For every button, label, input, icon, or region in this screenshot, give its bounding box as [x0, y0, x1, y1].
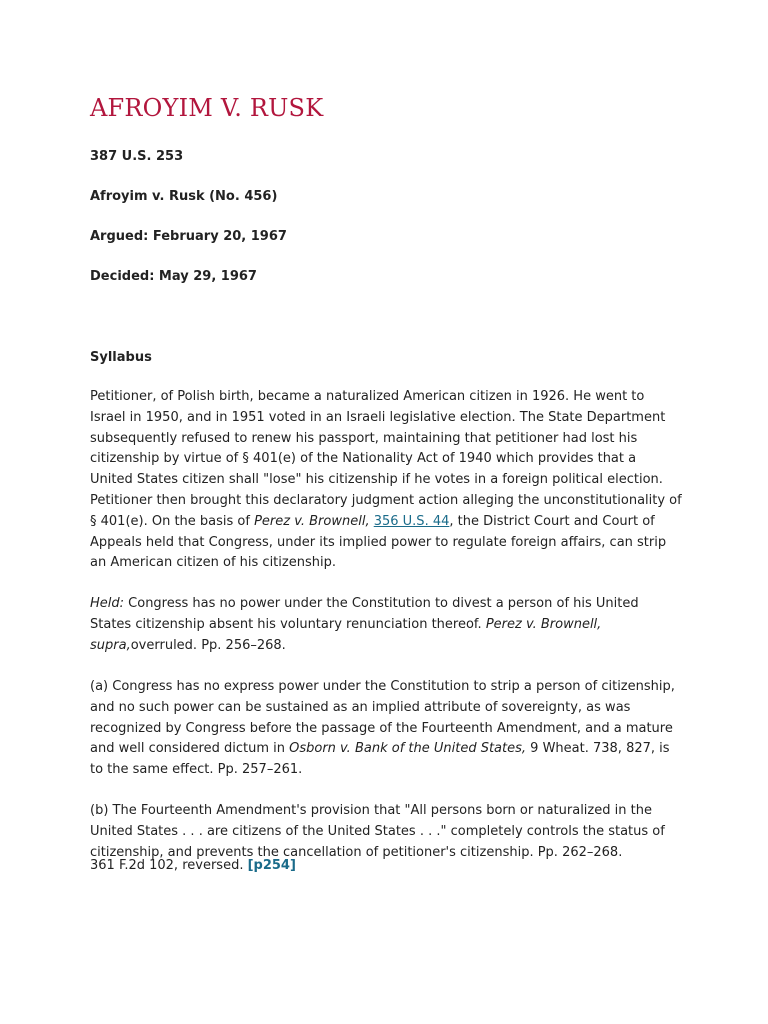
argued-date: Argued: February 20, 1967	[90, 229, 287, 244]
syllabus-heading: Syllabus	[90, 350, 152, 365]
case-name-osborn: Osborn v. Bank of the United States,	[289, 741, 527, 757]
held-text-b: overruled. Pp. 256–268.	[130, 637, 286, 653]
point-b-text: (b) The Fourteenth Amendment's provision that "All persons born or naturalized in the United States . . . are citizens of the United States . . ." completely controls the status of citizenship, and prevents the cancellation of petitioner's citizenship. Pp. 262–268.	[90, 803, 665, 860]
held-label: Held:	[90, 596, 125, 611]
held-text-a: Congress has no power under the Constitution to divest a person of his United States citizenship absent his voluntary renunciation thereof.	[90, 596, 639, 632]
facts-text-b: , the District Court and Court of Appeals held that Congress, under its implied power to regulate foreign affairs, can strip an American citizen of his citizenship.	[90, 513, 667, 571]
citation-link-356-us-44[interactable]: 356 U.S. 44	[373, 513, 450, 529]
disposition-text: 361 F.2d 102, reversed.	[90, 858, 248, 873]
point-a-text-a: (a) Congress has no express power under the Constitution to strip a person of citizenship, and no such power can be sustained as an implied attribute of sovereignty, as was recognized by Congress before the passage of the Fourteenth Amendment, and a mature and well considered dictum in	[90, 679, 675, 757]
facts-text-a: Petitioner, of Polish birth, became a naturalized American citizen in 1926. He went to Israel in 1950, and in 1951 voted in an Israeli legislative election. The State Department subsequently refused to renew his passport, maintaining that petitioner had lost his citizenship by virtue of § 401(e) of the Nationality Act of 1940 which provides that a United States citizen shall "lose" his citizenship if he votes in a foreign political election. Petitioner then brought this declaratory judgment action alleging the unconstitutionality of § 401(e). On the basis of	[90, 389, 682, 529]
page-ref-p254[interactable]: [p254]	[247, 858, 296, 873]
case-name-perez-supra: Perez v. Brownell, supra,	[90, 616, 602, 653]
syllabus-paragraph-held	[90, 594, 682, 656]
disposition	[90, 856, 682, 877]
syllabus-paragraph-b	[90, 801, 682, 863]
case-citation: 387 U.S. 253	[90, 149, 184, 164]
decided-date: Decided: May 29, 1967	[90, 269, 257, 284]
syllabus-paragraph-facts	[90, 387, 682, 574]
case-docket: Afroyim v. Rusk (No. 456)	[90, 189, 278, 204]
syllabus-paragraph-a	[90, 677, 682, 781]
case-title: AFROYIM V. RUSK	[90, 94, 324, 122]
point-a-text-b: 9 Wheat. 738, 827, is to the same effect. Pp. 257–261.	[90, 741, 670, 778]
case-name-perez: Perez v. Brownell,	[254, 513, 370, 529]
